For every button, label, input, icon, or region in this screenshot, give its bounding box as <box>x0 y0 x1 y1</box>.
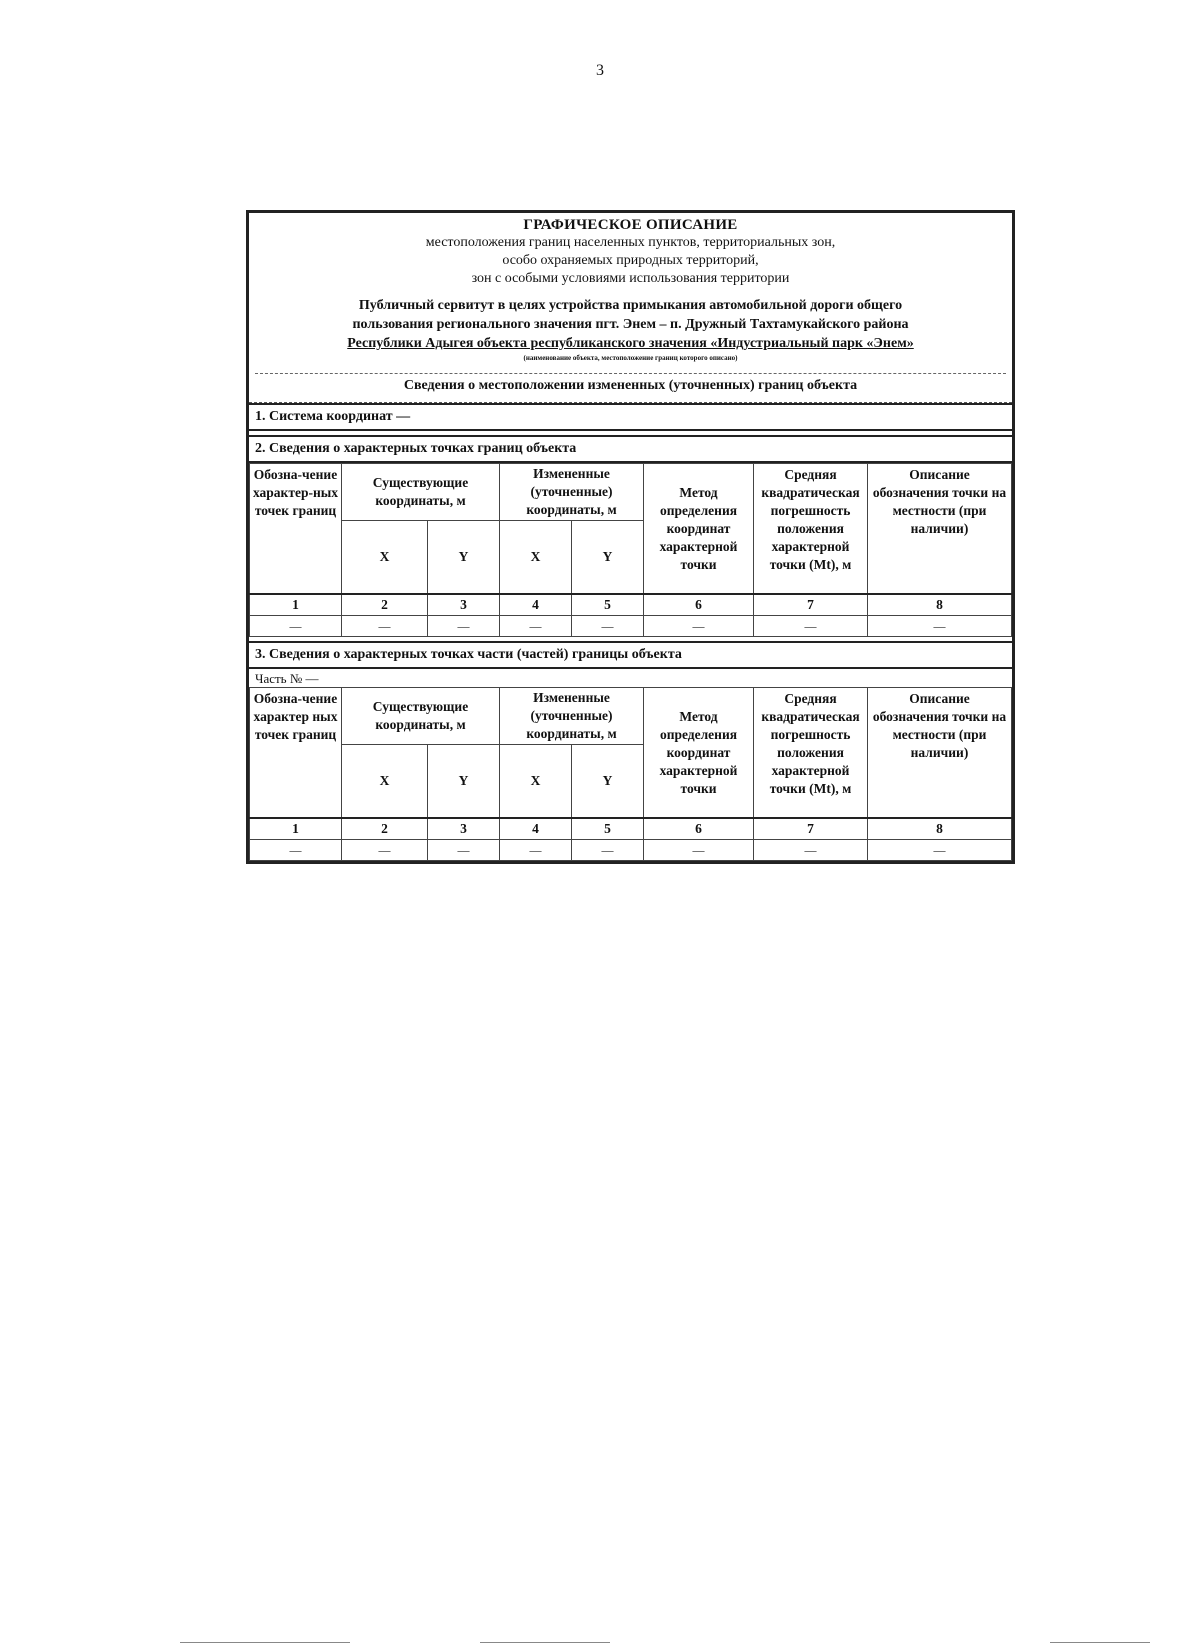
header-existing: Существующие координаты, м <box>342 688 500 745</box>
section-title: Сведения о местоположении измененных (уточненных) границ объекта <box>255 373 1006 396</box>
object-name <box>255 296 1006 353</box>
header-y: Y <box>572 745 644 819</box>
object-line: Публичный сервитут в целях устройства примыкания автомобильной дороги общего <box>358 298 903 313</box>
table-row <box>250 840 1012 861</box>
column-number: 8 <box>868 594 1012 616</box>
table-cell: — <box>754 840 868 861</box>
column-number: 5 <box>572 818 644 840</box>
header-point: Обозна-чение характер-ных точек границ <box>250 464 342 595</box>
table-cell: — <box>500 616 572 637</box>
header-x: X <box>500 745 572 819</box>
form-title: ГРАФИЧЕСКОЕ ОПИСАНИЕ <box>523 217 738 233</box>
header-description: Описание обозначения точки на местности (при наличии) <box>868 688 1012 819</box>
column-number: 5 <box>572 594 644 616</box>
subtitle-line: местоположения границ населенных пунктов, территориальных зон, <box>425 235 836 250</box>
title-block <box>249 213 1012 403</box>
scan-artifact-line <box>480 1642 610 1643</box>
column-number: 7 <box>754 818 868 840</box>
column-number: 3 <box>428 818 500 840</box>
header-y: Y <box>428 521 500 595</box>
column-number: 6 <box>644 818 754 840</box>
header-method: Метод определения координат характерной точки <box>644 464 754 595</box>
table-cell: — <box>644 616 754 637</box>
header-y: Y <box>428 745 500 819</box>
header-error: Средняя квадратическая погрешность положения характерной точки (Mt), м <box>754 464 868 595</box>
header-y: Y <box>572 521 644 595</box>
column-number: 1 <box>250 594 342 616</box>
table-cell: — <box>868 616 1012 637</box>
coordinate-system-row: 1. Система координат — <box>249 403 1012 431</box>
table-cell: — <box>572 616 644 637</box>
header-method: Метод определения координат характерной точки <box>644 688 754 819</box>
header-error: Средняя квадратическая погрешность положения характерной точки (Mt), м <box>754 688 868 819</box>
table-row <box>250 616 1012 637</box>
table-cell: — <box>572 840 644 861</box>
table-cell: — <box>250 616 342 637</box>
subtitle-line: особо охраняемых природных территорий, <box>502 253 759 268</box>
column-number: 1 <box>250 818 342 840</box>
column-number: 7 <box>754 594 868 616</box>
subtitle-line: зон с особыми условиями использования территории <box>471 271 790 286</box>
object-caption: (наименование объекта, местоположение границ которого описано) <box>523 354 738 362</box>
header-x: X <box>342 745 428 819</box>
column-number: 2 <box>342 594 428 616</box>
part-points-table <box>249 687 1012 861</box>
header-changed: Измененные (уточненные) координаты, м <box>500 464 644 521</box>
column-number: 3 <box>428 594 500 616</box>
table-cell: — <box>500 840 572 861</box>
scan-artifact-line <box>1050 1642 1150 1643</box>
column-number: 4 <box>500 594 572 616</box>
column-number: 2 <box>342 818 428 840</box>
table-cell: — <box>428 840 500 861</box>
header-point: Обозна-чение характер ных точек границ <box>250 688 342 819</box>
header-x: X <box>342 521 428 595</box>
header-x: X <box>500 521 572 595</box>
boundary-points-heading: 2. Сведения о характерных точках границ объекта <box>249 435 1012 463</box>
part-points-heading: 3. Сведения о характерных точках части (частей) границы объекта <box>249 641 1012 669</box>
column-number: 4 <box>500 818 572 840</box>
header-description: Описание обозначения точки на местности (при наличии) <box>868 464 1012 595</box>
object-line: пользования регионального значения пгт. Энем – п. Дружный Тахтамукайского района <box>352 317 909 332</box>
header-existing: Существующие координаты, м <box>342 464 500 521</box>
table-cell: — <box>868 840 1012 861</box>
column-number: 8 <box>868 818 1012 840</box>
part-number-label: Часть № — <box>255 671 319 686</box>
object-line: Республики Адыгея объекта республиканского значения «Индустриальный парк «Энем» <box>347 336 914 351</box>
column-number: 6 <box>644 594 754 616</box>
table-cell: — <box>644 840 754 861</box>
page-number: 3 <box>596 62 604 79</box>
table-cell: — <box>250 840 342 861</box>
header-changed: Измененные (уточненные) координаты, м <box>500 688 644 745</box>
scan-artifact-line <box>180 1642 350 1643</box>
table-cell: — <box>754 616 868 637</box>
table-cell: — <box>428 616 500 637</box>
graphic-description-form <box>246 210 1015 864</box>
table-cell: — <box>342 616 428 637</box>
boundary-points-table <box>249 463 1012 637</box>
table-cell: — <box>342 840 428 861</box>
